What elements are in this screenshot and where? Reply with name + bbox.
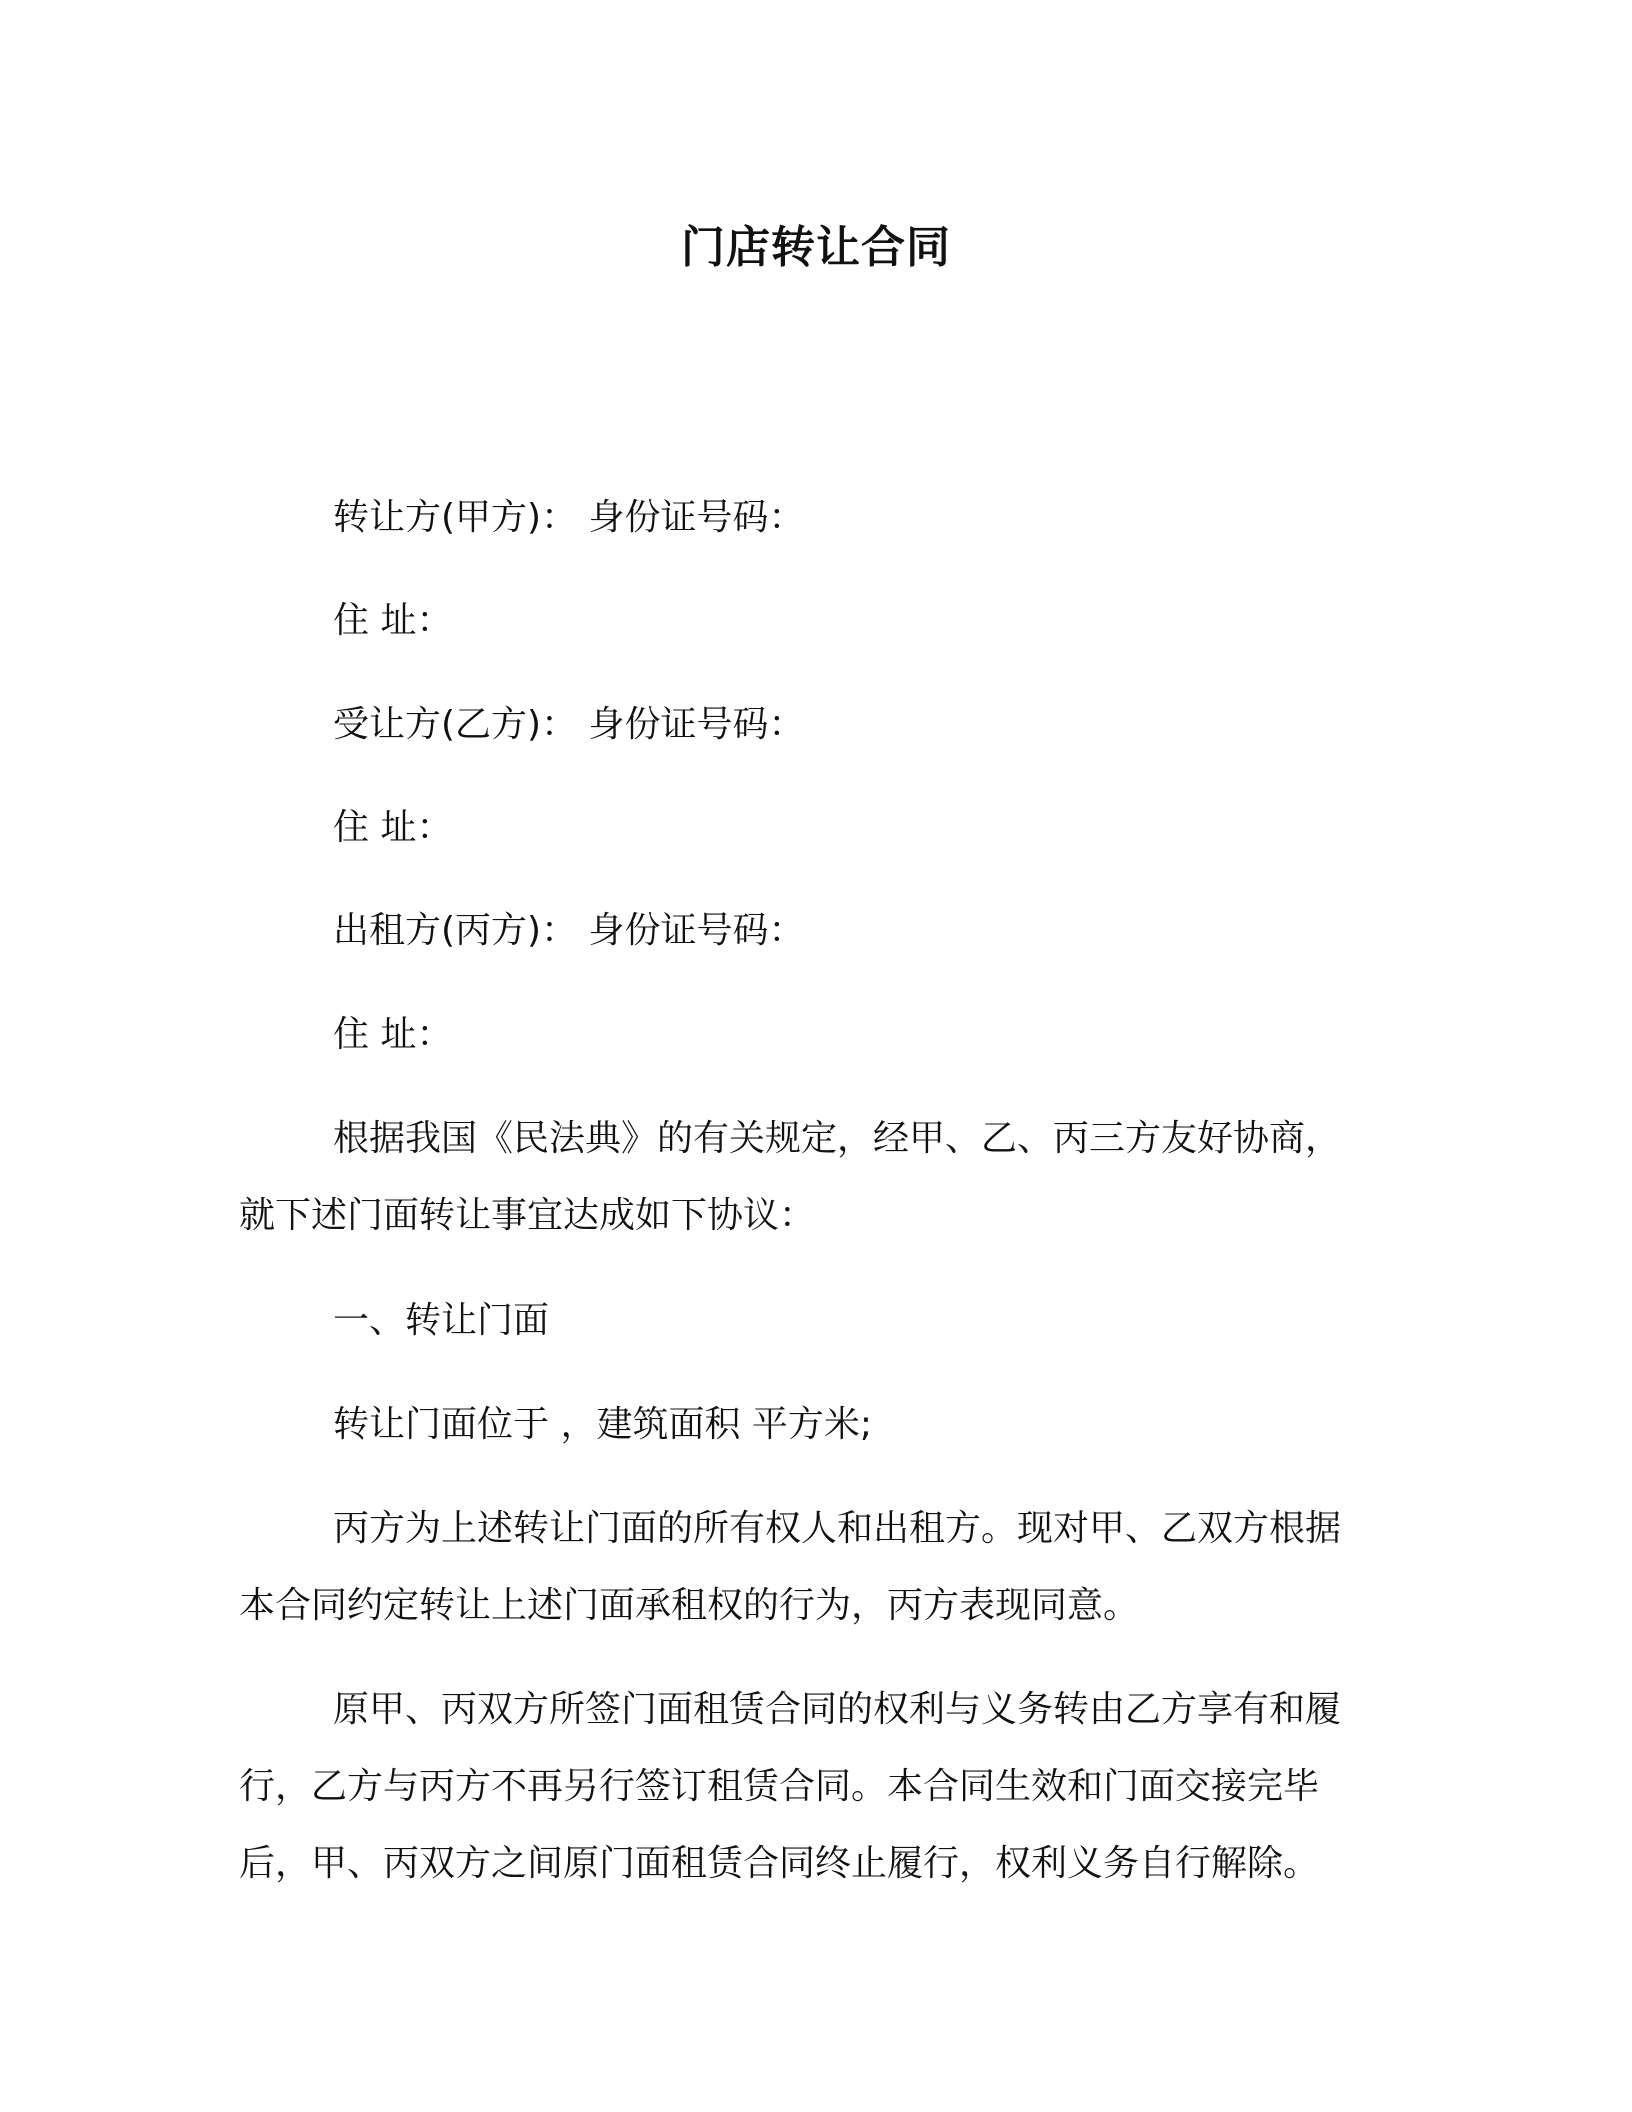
transferee-line: 受让方(乙方)： 身份证号码： — [333, 704, 805, 745]
section-paragraph-1: 转让门面位于 ，建筑面积 平方米; — [333, 1404, 873, 1445]
document-title: 门店转让合同 — [681, 222, 951, 273]
transferee-address: 住 址： — [333, 807, 453, 848]
section-paragraph-2-line-1: 丙方为上述转让门面的所有权人和出租方。现对甲、乙双方根据 — [333, 1508, 1342, 1549]
section-paragraph-3-line-3: 后，甲、丙双方之间原门面租赁合同终止履行，权利义务自行解除。 — [239, 1843, 1320, 1884]
transferor-address: 住 址： — [333, 600, 453, 641]
section-paragraph-3-line-2: 行，乙方与丙方不再另行签订租赁合同。本合同生效和门面交接完毕 — [239, 1766, 1320, 1807]
preamble-line-1: 根据我国《民法典》的有关规定，经甲、乙、丙三方友好协商， — [333, 1118, 1342, 1159]
transferor-line: 转让方(甲方)： 身份证号码： — [333, 497, 805, 538]
section-heading: 一、转让门面 — [333, 1300, 550, 1341]
lessor-line: 出租方(丙方)： 身份证号码： — [333, 910, 805, 951]
section-paragraph-2-line-2: 本合同约定转让上述门面承租权的行为，丙方表现同意。 — [239, 1585, 1140, 1626]
preamble-line-2: 就下述门面转让事宜达成如下协议： — [239, 1195, 816, 1236]
lessor-address: 住 址： — [333, 1014, 453, 1055]
section-paragraph-3-line-1: 原甲、丙双方所签门面租赁合同的权利与义务转由乙方享有和履 — [333, 1689, 1342, 1730]
